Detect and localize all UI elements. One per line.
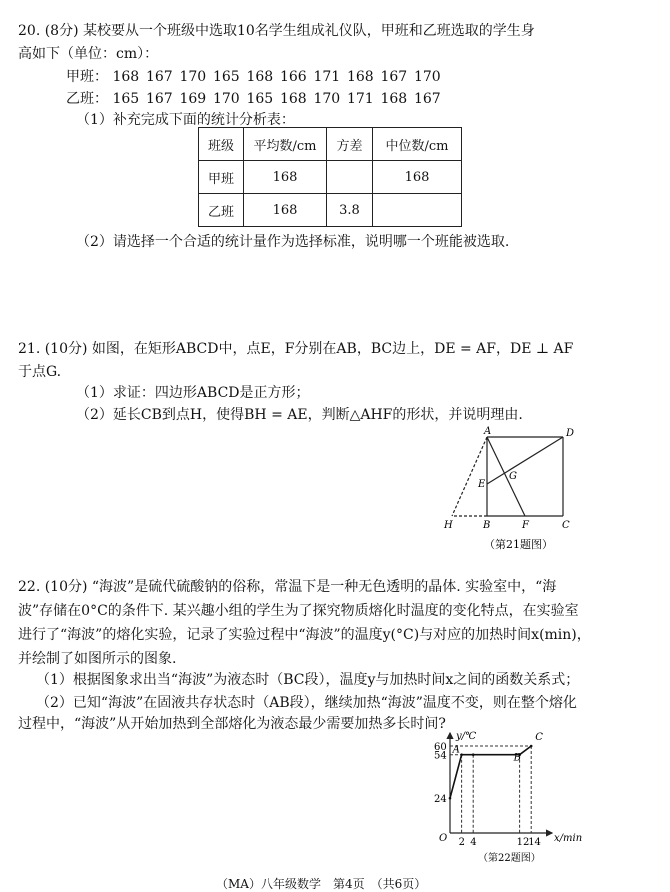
q20-yi-row bbox=[66, 88, 447, 108]
q22-part1: （1）根据图象求出当“海波”为液态时（BC段），温度y与加热时间x之间的函数关系式； bbox=[36, 672, 580, 688]
height-value: 165 bbox=[112, 91, 140, 107]
height-value: 167 bbox=[145, 69, 173, 85]
height-value: 168 bbox=[279, 91, 307, 107]
height-value: 168 bbox=[246, 69, 274, 85]
q20-line2: 高如下（单位：cm）： bbox=[18, 46, 159, 62]
label-H: H bbox=[444, 520, 453, 531]
q22-line2: 波”存储在0°C的条件下. 某兴趣小组的学生为了探究物质熔化时温度的变化特点，在实验室 bbox=[18, 603, 579, 619]
table-row bbox=[199, 161, 462, 194]
yi-values bbox=[112, 91, 447, 107]
label-G: G bbox=[509, 471, 517, 482]
q20-part2: （2）请选择一个合适的统计量作为选择标准，说明哪一个班能被选取. bbox=[76, 234, 510, 250]
table-cell: 168 bbox=[244, 194, 327, 227]
height-value: 170 bbox=[313, 91, 341, 107]
y-tick-label: 60 bbox=[434, 742, 447, 753]
table-cell bbox=[327, 161, 373, 194]
table-cell: 168 bbox=[373, 161, 462, 194]
height-value: 170 bbox=[179, 69, 207, 85]
label-B: B bbox=[483, 520, 491, 531]
origin-label: O bbox=[439, 833, 448, 844]
q22-part2b: 过程中，“海波”从开始加热到全部熔化为液态最少需要加热多长时间? bbox=[18, 716, 446, 732]
height-value: 170 bbox=[413, 69, 441, 85]
q21-part2: （2）延长CB到点H，使得BH = AE，判断△AHF的形状，并说明理由. bbox=[76, 407, 523, 423]
point-label-B: B bbox=[513, 752, 521, 764]
table-row bbox=[199, 194, 462, 227]
q22-part2a: （2）已知“海波”在固液共存状态时（AB段），继续加热“海波”温度不变，则在整个熔化 bbox=[36, 695, 577, 711]
label-E: E bbox=[478, 479, 486, 490]
point-label-A: A bbox=[452, 744, 460, 756]
table-header-row bbox=[199, 128, 462, 161]
height-value: 171 bbox=[313, 69, 341, 85]
point-label-C: C bbox=[535, 732, 543, 743]
x-tick-label: 12 bbox=[516, 837, 530, 848]
height-value: 167 bbox=[145, 91, 173, 107]
table-cell: 168 bbox=[244, 161, 327, 194]
height-value: 168 bbox=[346, 69, 374, 85]
yi-label: 乙班： bbox=[66, 91, 108, 107]
table-header-cell: 班级 bbox=[199, 128, 244, 161]
table-cell: 3.8 bbox=[327, 194, 373, 227]
x-tick-label: 14 bbox=[528, 837, 541, 848]
table-header-cell: 方差 bbox=[327, 128, 373, 161]
q21-line1: 21. (10分) 如图，在矩形ABCD中，点E，F分别在AB，BC边上，DE = AF，DE ⊥ AF bbox=[18, 341, 574, 357]
table-cell: 甲班 bbox=[199, 161, 244, 194]
table-cell: 乙班 bbox=[199, 194, 244, 227]
jia-label: 甲班： bbox=[66, 69, 108, 85]
table-header-cell: 中位数/cm bbox=[373, 128, 462, 161]
q22-line1: 22. (10分) “海波”是硫代硫酸钠的俗称，常温下是一种无色透明的晶体. 实验室中，“海 bbox=[18, 579, 557, 595]
q20-line1: 20. (8分) 某校要从一个班级中选取10名学生组成礼仪队，甲班和乙班选取的学生身 bbox=[18, 23, 535, 39]
q20-jia-row bbox=[66, 66, 447, 86]
page-footer: （MA）八年级数学 第4页 （共6页） bbox=[216, 877, 427, 891]
y-tick-label: 54 bbox=[434, 750, 447, 762]
table-cell bbox=[373, 194, 462, 227]
q21-part1: （1）求证：四边形ABCD是正方形； bbox=[76, 385, 310, 401]
jia-values bbox=[112, 69, 447, 85]
height-value: 171 bbox=[346, 91, 374, 107]
data-point bbox=[449, 797, 452, 800]
label-F: F bbox=[522, 520, 529, 531]
label-A: A bbox=[484, 426, 492, 437]
y-axis-label: y/℃ bbox=[456, 731, 477, 742]
q22-caption: （第22题图） bbox=[478, 853, 541, 864]
label-D: D bbox=[566, 428, 575, 439]
height-value: 167 bbox=[380, 69, 408, 85]
height-value: 165 bbox=[246, 91, 274, 107]
data-point bbox=[460, 753, 463, 756]
segment-AH bbox=[452, 437, 487, 516]
x-tick-label: 4 bbox=[470, 837, 477, 848]
table-header-cell: 平均数/cm bbox=[244, 128, 327, 161]
x-axis-label: x/min bbox=[554, 833, 583, 844]
y-tick-label: 24 bbox=[434, 794, 447, 806]
q22-chart bbox=[428, 727, 618, 867]
data-point bbox=[530, 745, 533, 748]
q20-part1: （1）补充完成下面的统计分析表： bbox=[76, 112, 295, 128]
q21-figure bbox=[430, 422, 600, 558]
q21-caption: （第21题图） bbox=[484, 538, 553, 551]
height-value: 168 bbox=[380, 91, 408, 107]
height-value: 165 bbox=[212, 69, 240, 85]
q22-line3: 进行了“海波”的熔化实验，记录了实验过程中“海波”的温度y(°C)与对应的加热时间x(min)， bbox=[18, 627, 591, 643]
stats-table bbox=[198, 127, 462, 227]
data-point bbox=[472, 753, 475, 756]
height-value: 167 bbox=[413, 91, 441, 107]
height-value: 166 bbox=[279, 69, 307, 85]
q21-line2: 于点G. bbox=[18, 364, 62, 380]
label-C: C bbox=[562, 520, 570, 531]
q22-line4: 并绘制了如图所示的图象. bbox=[18, 651, 177, 667]
height-value: 168 bbox=[112, 69, 140, 85]
height-value: 170 bbox=[212, 91, 240, 107]
x-tick-label: 2 bbox=[458, 837, 465, 848]
segment-AF bbox=[487, 437, 525, 516]
height-value: 169 bbox=[179, 91, 207, 107]
